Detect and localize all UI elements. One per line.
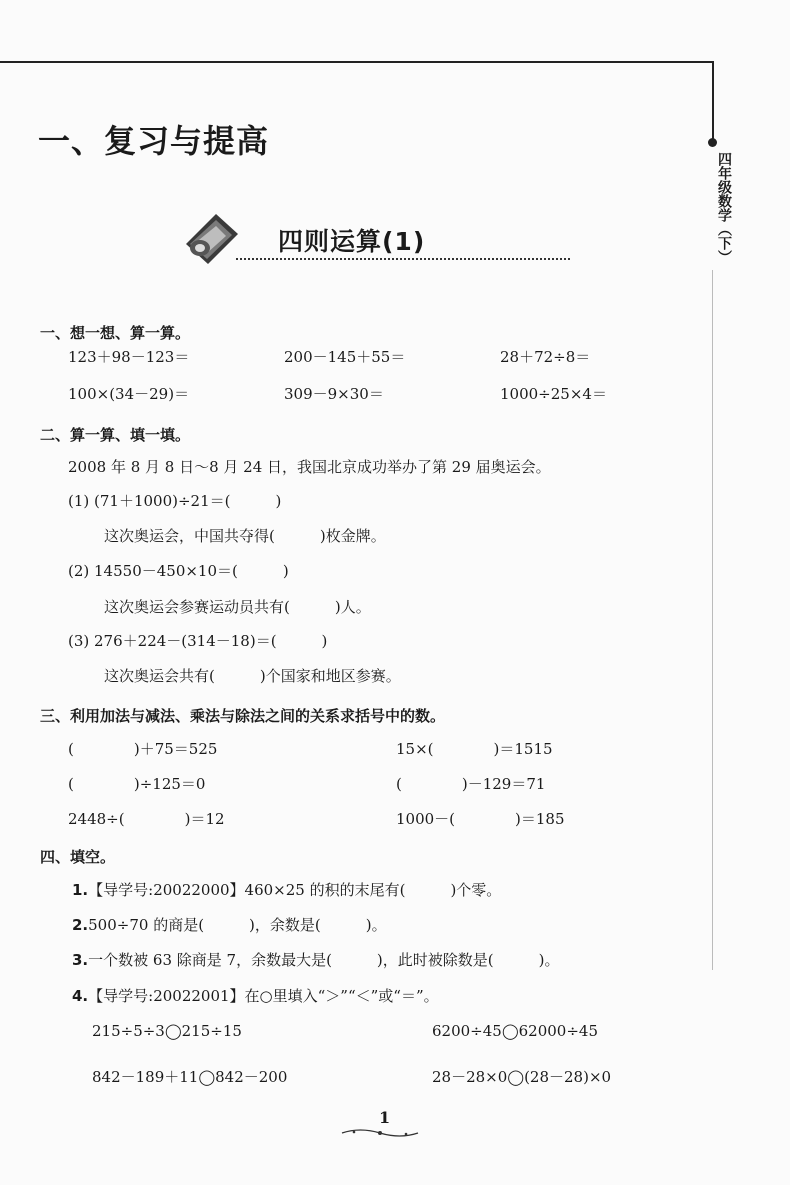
calc-item: 100×(34－29)＝ xyxy=(68,385,190,403)
compare-item: 6200÷45◯62000÷45 xyxy=(432,1022,598,1040)
question-2-2: (2) 14550－450×10＝( ) xyxy=(68,562,289,580)
chapter-title: 一、复习与提高 xyxy=(38,122,270,160)
section-3-title: 三、利用加法与减法、乘法与除法之间的关系求括号中的数。 xyxy=(40,707,446,725)
question-4-2 xyxy=(72,914,387,935)
calc-item: 1000÷25×4＝ xyxy=(500,385,607,403)
section-4-title: 四、填空。 xyxy=(40,848,116,866)
question-number: 2. xyxy=(72,916,89,934)
question-2-1-fill: 这次奥运会，中国共夺得( )枚金牌。 xyxy=(104,527,386,545)
blank-item: 2448÷( )＝12 xyxy=(68,810,225,828)
side-rule-faint xyxy=(712,270,713,970)
calc-item: 200－145＋55＝ xyxy=(284,348,406,366)
blank-item: 15×( )＝1515 xyxy=(396,740,553,758)
question-4-1 xyxy=(72,879,501,900)
side-dot xyxy=(708,138,717,147)
side-tab-label: 四年级数学（下） xyxy=(716,152,732,264)
section-1-title: 一、想一想、算一算。 xyxy=(40,324,191,342)
blank-item: ( )÷125＝0 xyxy=(68,775,206,793)
question-2-3-fill: 这次奥运会共有( )个国家和地区参赛。 xyxy=(104,667,401,685)
question-number: 1. xyxy=(72,881,89,899)
question-2-1: (1) (71＋1000)÷21＝( ) xyxy=(68,492,282,510)
page-ornament xyxy=(340,1127,420,1139)
page-number: 1 xyxy=(379,1108,391,1127)
question-number: 4. xyxy=(72,987,89,1005)
question-text: 一个数被 63 除商是 7，余数最大是( )，此时被除数是( )。 xyxy=(88,951,560,969)
title-dotted-line xyxy=(236,258,570,260)
blank-item: ( )－129＝71 xyxy=(396,775,546,793)
question-4-4 xyxy=(72,985,439,1006)
question-2-2-fill: 这次奥运会参赛运动员共有( )人。 xyxy=(104,598,371,616)
question-2-3: (3) 276＋224－(314－18)＝( ) xyxy=(68,632,328,650)
question-text: 【导学号:20022000】460×25 的积的末尾有( )个零。 xyxy=(88,881,502,899)
section-2-title: 二、算一算、填一填。 xyxy=(40,426,191,444)
calc-item: 123＋98－123＝ xyxy=(68,348,190,366)
compare-item: 842－189＋11◯842－200 xyxy=(92,1068,288,1086)
question-number: 3. xyxy=(72,951,89,969)
blank-item: ( )＋75＝525 xyxy=(68,740,218,758)
question-4-3 xyxy=(72,949,560,970)
calc-item: 28＋72÷8＝ xyxy=(500,348,591,366)
question-text: 500÷70 的商是( )，余数是( )。 xyxy=(88,916,387,934)
calc-item: 309－9×30＝ xyxy=(284,385,384,403)
book-icon xyxy=(176,208,244,268)
compare-item: 215÷5÷3◯215÷15 xyxy=(92,1022,242,1040)
lesson-title: 四则运算(1) xyxy=(278,227,426,256)
top-rule xyxy=(0,61,712,63)
side-rule xyxy=(712,61,714,141)
blank-item: 1000－( )＝185 xyxy=(396,810,565,828)
section-2-intro: 2008 年 8 月 8 日～8 月 24 日，我国北京成功举办了第 29 届奥运会。 xyxy=(68,458,551,476)
compare-item: 28－28×0◯(28－28)×0 xyxy=(432,1068,612,1086)
question-text: 【导学号:20022001】在○里填入“＞”“＜”或“＝”。 xyxy=(88,987,439,1005)
